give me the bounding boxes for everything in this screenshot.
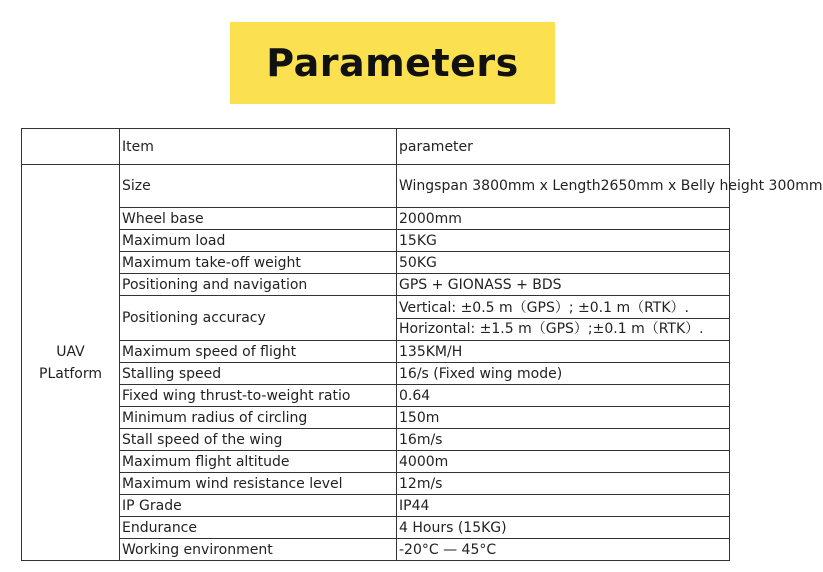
header-item: Item [120, 129, 397, 165]
table-row [22, 363, 730, 385]
table-header-row [22, 129, 730, 165]
table-row [22, 165, 730, 208]
header-empty-cell [22, 129, 120, 165]
parameters-table [21, 128, 823, 561]
parameter-cell: Wingspan 3800mm x Length2650mm x Belly height 300mm [397, 165, 730, 208]
item-cell: Wheel base [120, 208, 397, 230]
parameter-cell: 0.64 [397, 385, 730, 407]
header-parameter: parameter [397, 129, 730, 165]
table-row [22, 495, 730, 517]
table-row [22, 341, 730, 363]
parameter-cell: 12m/s [397, 473, 730, 495]
table-row [22, 539, 730, 561]
group-label-cell [22, 165, 120, 561]
table-row [22, 517, 730, 539]
item-cell: Maximum take-off weight [120, 252, 397, 274]
table-row [22, 407, 730, 429]
title-banner [230, 22, 555, 104]
item-cell: Minimum radius of circling [120, 407, 397, 429]
parameter-cell: 16m/s [397, 429, 730, 451]
parameter-sub-line: Horizontal: ±1.5 m（GPS）;±0.1 m（RTK）. [397, 318, 729, 339]
parameter-cell: 4000m [397, 451, 730, 473]
item-cell: Stalling speed [120, 363, 397, 385]
item-cell: Maximum flight altitude [120, 451, 397, 473]
item-cell: Positioning accuracy [120, 296, 397, 341]
parameter-cell: 4 Hours (15KG) [397, 517, 730, 539]
page-title: Parameters [266, 41, 519, 85]
item-cell: IP Grade [120, 495, 397, 517]
table-row [22, 473, 730, 495]
item-cell: Stall speed of the wing [120, 429, 397, 451]
parameter-cell: GPS + GIONASS + BDS [397, 274, 730, 296]
table-row [22, 429, 730, 451]
table-row [22, 230, 730, 252]
item-cell: Maximum speed of flight [120, 341, 397, 363]
parameter-cell: 16/s (Fixed wing mode) [397, 363, 730, 385]
item-cell: Endurance [120, 517, 397, 539]
group-label-line1: UAV [56, 343, 85, 360]
table-row [22, 274, 730, 296]
table-row [22, 451, 730, 473]
table-row [22, 385, 730, 407]
group-label-line2: PLatform [39, 365, 102, 382]
table-row [22, 208, 730, 230]
item-cell: Size [120, 165, 397, 208]
parameter-cell: 150m [397, 407, 730, 429]
parameter-cell [397, 296, 730, 341]
item-cell: Maximum load [120, 230, 397, 252]
parameter-cell: 135KM/H [397, 341, 730, 363]
table-row [22, 252, 730, 274]
parameter-cell: 50KG [397, 252, 730, 274]
item-cell: Positioning and navigation [120, 274, 397, 296]
table-row [22, 296, 730, 341]
parameter-cell: 15KG [397, 230, 730, 252]
parameter-cell: 2000mm [397, 208, 730, 230]
item-cell: Working environment [120, 539, 397, 561]
item-cell: Fixed wing thrust-to-weight ratio [120, 385, 397, 407]
parameter-sub-line: Vertical: ±0.5 m（GPS）; ±0.1 m（RTK）. [399, 299, 689, 316]
parameter-cell: -20°C — 45°C [397, 539, 730, 561]
item-cell: Maximum wind resistance level [120, 473, 397, 495]
parameter-cell: IP44 [397, 495, 730, 517]
